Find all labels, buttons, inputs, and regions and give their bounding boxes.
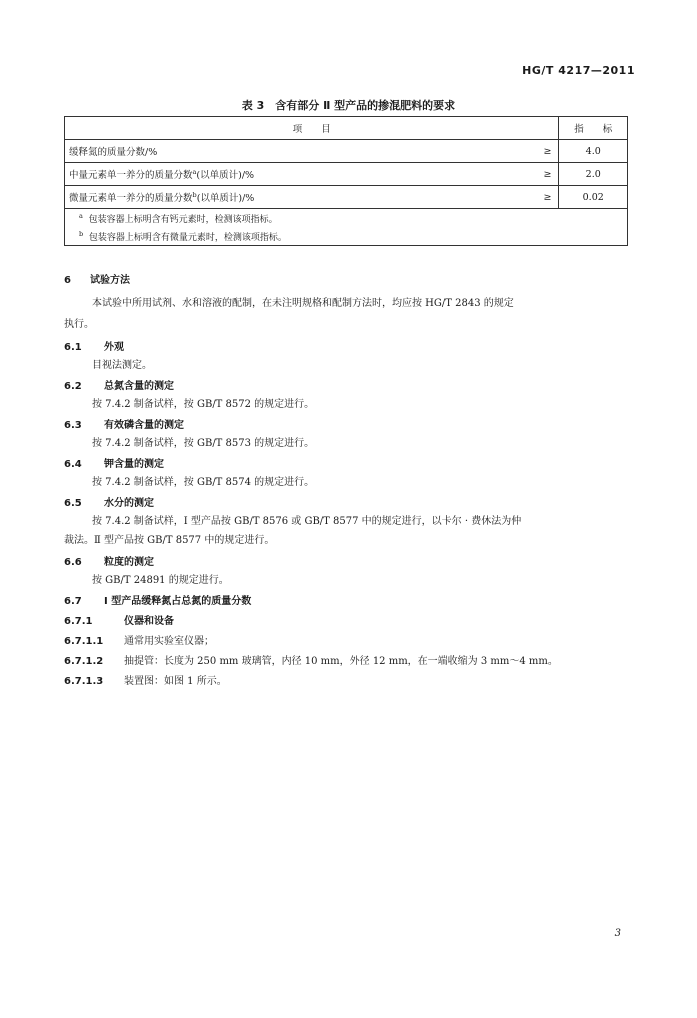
table-footnote: $^b$ 包装容器上标明含有微量元素时，检测该项指标。 xyxy=(65,227,628,246)
column-header-value: 指 标 xyxy=(559,117,628,140)
table-caption: 表 3 含有部分 Ⅱ 型产品的掺混肥料的要求 xyxy=(241,99,456,112)
row-item: 微量元素单一养分的质量分数$^b$(以单质计)/% xyxy=(65,186,537,209)
row-item: 缓释氮的质量分数/% xyxy=(65,140,537,163)
list-item: 6.7.1.1 通常用实验室仪器； xyxy=(64,636,214,647)
section-heading: 6 试验方法 xyxy=(64,275,130,286)
row-operator: ≥ xyxy=(536,140,559,163)
row-value: 4.0 xyxy=(559,140,628,163)
row-item: 中量元素单一养分的质量分数$^a$(以单质计)/% xyxy=(65,163,537,186)
table-header-row xyxy=(65,117,628,140)
subsection-heading: 6.1 外观 xyxy=(64,342,124,353)
standard-code: HG/T 4217—2011 xyxy=(522,64,635,77)
row-value: 0.02 xyxy=(559,186,628,209)
subsection-heading: 6.4 钾含量的测定 xyxy=(64,459,164,470)
row-operator: ≥ xyxy=(536,186,559,209)
subsection-heading: 6.7 Ⅰ 型产品缓释氮占总氮的质量分数 xyxy=(64,596,252,607)
paragraph: 按 7.4.2 制备试样，Ⅰ 型产品按 GB/T 8576 或 GB/T 8577 中的规定进行，以卡尔 · 费休法为仲 xyxy=(92,516,522,527)
page-number: 3 xyxy=(614,928,621,939)
column-header-item: 项 目 xyxy=(65,117,559,140)
row-value: 2.0 xyxy=(559,163,628,186)
table-row xyxy=(65,186,628,209)
list-item: 6.7.1.3 装置图：如图 1 所示。 xyxy=(64,676,227,687)
table-footnote: $^a$ 包装容器上标明含有钙元素时，检测该项指标。 xyxy=(65,209,628,228)
table-row xyxy=(65,140,628,163)
paragraph: 按 7.4.2 制备试样，按 GB/T 8572 的规定进行。 xyxy=(92,399,315,410)
subsection-heading: 6.3 有效磷含量的测定 xyxy=(64,420,184,431)
paragraph: 按 7.4.2 制备试样，按 GB/T 8573 的规定进行。 xyxy=(92,438,315,449)
paragraph: 按 GB/T 24891 的规定进行。 xyxy=(92,575,229,586)
subsection-heading: 6.2 总氮含量的测定 xyxy=(64,381,174,392)
table-row xyxy=(65,163,628,186)
subsubsection-heading: 6.7.1 仪器和设备 xyxy=(64,616,174,627)
row-operator: ≥ xyxy=(536,163,559,186)
requirements-table xyxy=(64,116,628,246)
subsection-heading: 6.6 粒度的测定 xyxy=(64,557,154,568)
list-item: 6.7.1.2 抽提管：长度为 250 mm 玻璃管，内径 10 mm，外径 12 mm，在一端收缩为 3 mm～4 mm。 xyxy=(64,656,558,667)
paragraph: 目视法测定。 xyxy=(92,360,152,371)
paragraph: 本试验中所用试剂、水和溶液的配制，在未注明规格和配制方法时，均应按 HG/T 2843 的规定 xyxy=(92,298,514,309)
paragraph: 按 7.4.2 制备试样，按 GB/T 8574 的规定进行。 xyxy=(92,477,315,488)
paragraph-continuation: 裁法。Ⅱ 型产品按 GB/T 8577 中的规定进行。 xyxy=(64,535,275,546)
paragraph-continuation: 执行。 xyxy=(64,319,94,330)
subsection-heading: 6.5 水分的测定 xyxy=(64,498,154,509)
